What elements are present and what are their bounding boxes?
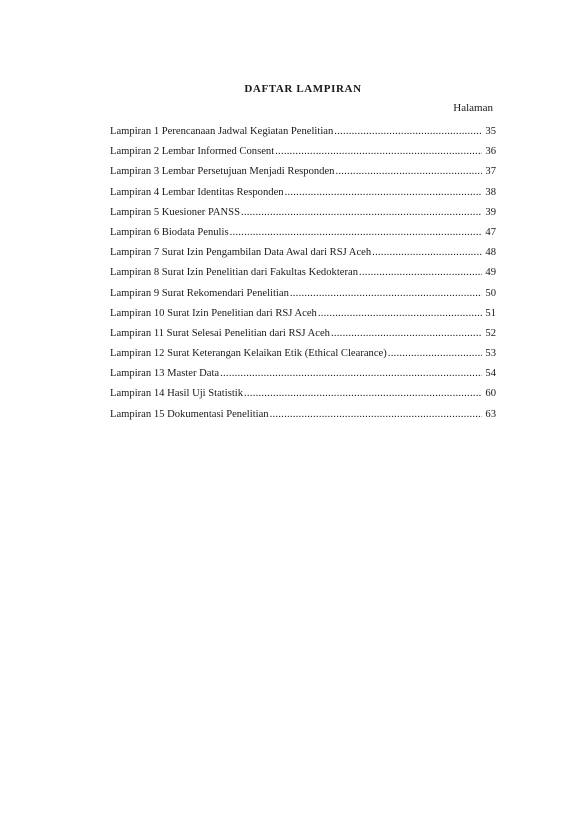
dot-leader <box>275 146 482 158</box>
appendix-entry-label: Lampiran 13 Master Data <box>110 368 220 380</box>
dot-leader <box>230 227 483 239</box>
appendix-entry-page: 38 <box>485 186 496 198</box>
dot-leader <box>285 187 483 199</box>
page-column-label: Halaman <box>453 102 493 114</box>
appendix-entry-page: 54 <box>485 368 496 380</box>
appendix-entry-page: 37 <box>485 166 496 178</box>
appendix-entry[interactable] <box>110 166 496 186</box>
dot-leader <box>388 348 483 360</box>
dot-leader <box>359 267 482 279</box>
appendix-entry[interactable] <box>110 227 496 247</box>
appendix-entry-page: 48 <box>485 247 496 259</box>
appendix-entry-label: Lampiran 6 Biodata Penulis <box>110 226 229 238</box>
appendix-entry[interactable] <box>110 388 496 408</box>
appendix-entry-label: Lampiran 14 Hasil Uji Statistik <box>110 388 243 400</box>
appendix-entry-page: 51 <box>485 307 496 319</box>
appendix-entry[interactable] <box>110 409 496 429</box>
appendix-entry[interactable] <box>110 308 496 328</box>
appendix-entry-page: 35 <box>485 126 496 137</box>
appendix-entry-page: 52 <box>485 327 496 339</box>
appendix-entry-label: Lampiran 9 Surat Rekomendari Penelitian <box>110 287 289 299</box>
dot-leader <box>318 308 483 320</box>
appendix-entry-page: 39 <box>485 206 496 218</box>
dot-leader <box>220 368 482 380</box>
appendix-entry-label: Lampiran 15 Dokumentasi Penelitian <box>110 408 269 420</box>
dot-leader <box>331 328 482 340</box>
appendix-entry[interactable] <box>110 187 496 207</box>
appendix-entry[interactable] <box>110 328 496 348</box>
dot-leader <box>244 388 482 400</box>
appendix-entry-label: Lampiran 1 Perencanaan Jadwal Kegiatan Penelitian <box>110 126 334 137</box>
appendix-entry[interactable] <box>110 247 496 267</box>
appendix-entry-page: 53 <box>485 348 496 360</box>
appendix-entry-label: Lampiran 12 Surat Keterangan Kelaikan Etik (Ethical Clearance) <box>110 348 387 360</box>
appendix-entry-page: 49 <box>485 267 496 279</box>
dot-leader <box>335 166 482 178</box>
appendix-entry-label: Lampiran 8 Surat Izin Penelitian dari Fakultas Kedokteran <box>110 267 358 279</box>
appendix-entry-page: 36 <box>485 146 496 158</box>
appendix-entry[interactable] <box>110 348 496 368</box>
dot-leader <box>372 247 482 259</box>
appendix-entry-label: Lampiran 4 Lembar Identitas Responden <box>110 186 284 198</box>
appendix-entry-label: Lampiran 5 Kuesioner PANSS <box>110 206 240 218</box>
appendix-entry-page: 63 <box>485 408 496 420</box>
appendix-list <box>110 126 496 429</box>
appendix-entry-page: 50 <box>485 287 496 299</box>
appendix-entry[interactable] <box>110 207 496 227</box>
appendix-entry-label: Lampiran 3 Lembar Persetujuan Menjadi Responden <box>110 166 335 178</box>
appendix-entry-label: Lampiran 10 Surat Izin Penelitian dari RSJ Aceh <box>110 307 317 319</box>
dot-leader <box>241 207 482 219</box>
appendix-entry-page: 60 <box>485 388 496 400</box>
appendix-entry[interactable] <box>110 267 496 287</box>
appendix-entry[interactable] <box>110 126 496 146</box>
appendix-entry[interactable] <box>110 368 496 388</box>
appendix-entry[interactable] <box>110 146 496 166</box>
dot-leader <box>334 126 482 138</box>
dot-leader <box>270 409 483 421</box>
appendix-entry[interactable] <box>110 288 496 308</box>
appendix-entry-label: Lampiran 2 Lembar Informed Consent <box>110 146 275 158</box>
dot-leader <box>290 288 483 300</box>
appendix-entry-label: Lampiran 11 Surat Selesai Penelitian dari RSJ Aceh <box>110 327 330 339</box>
appendix-entry-page: 47 <box>485 226 496 238</box>
page-title: DAFTAR LAMPIRAN <box>244 83 362 95</box>
appendix-entry-label: Lampiran 7 Surat Izin Pengambilan Data Awal dari RSJ Aceh <box>110 247 372 259</box>
